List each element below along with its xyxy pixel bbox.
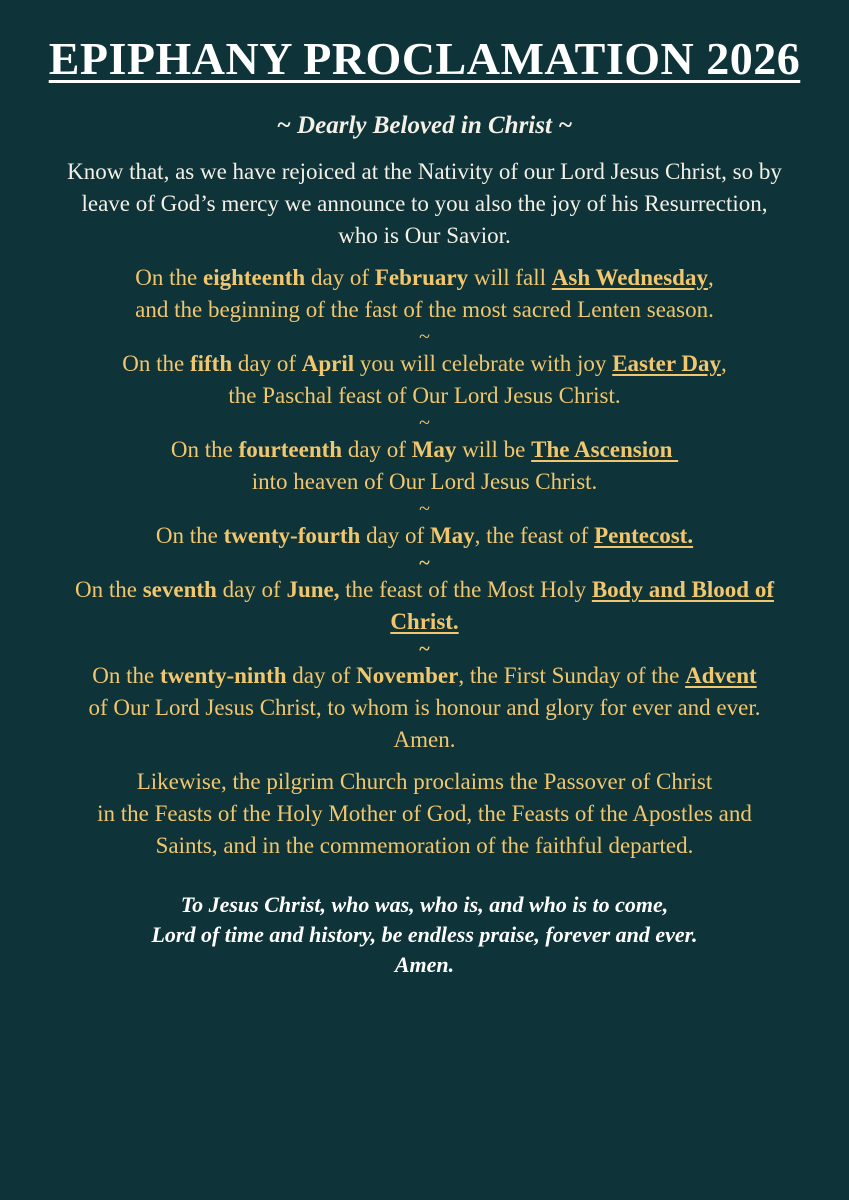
feast-ordinal: fourteenth xyxy=(238,437,343,462)
feast-name: Ash Wednesday xyxy=(551,265,708,290)
feast-line: On the eighteenth day of February will fall Ash Wednesday, xyxy=(135,265,714,290)
feast-ordinal: seventh xyxy=(142,577,217,602)
feast-description: and the beginning of the fast of the most sacred Lenten season. xyxy=(135,297,714,322)
separator: ~ xyxy=(419,552,430,574)
closing-line: Amen. xyxy=(394,952,455,977)
feast-month: April xyxy=(301,351,355,376)
feast-line xyxy=(28,606,821,638)
feast-name: Easter Day xyxy=(612,351,721,376)
feast-line: On the twenty-ninth day of November, the First Sunday of the Advent xyxy=(92,663,757,688)
closing-line: To Jesus Christ, who was, who is, and who is to come, xyxy=(180,892,669,917)
feast-name: Advent xyxy=(685,663,757,688)
feast-line: On the fifth day of April you will celebrate with joy Easter Day, xyxy=(122,351,727,376)
feast-ordinal: twenty-fourth xyxy=(223,523,361,548)
feast-ascension xyxy=(28,434,821,498)
feast-advent xyxy=(28,660,821,756)
likewise-line: Saints, and in the commemoration of the faithful departed. xyxy=(155,833,694,858)
feast-description: the Paschal feast of Our Lord Jesus Christ. xyxy=(228,383,621,408)
intro-line: Know that, as we have rejoiced at the Nativity of our Lord Jesus Christ, so by xyxy=(67,159,782,184)
feast-easter xyxy=(28,348,821,412)
intro-paragraph xyxy=(28,156,821,252)
separator: ~ xyxy=(419,498,430,520)
separator: ~ xyxy=(419,638,430,660)
feast-ordinal: eighteenth xyxy=(203,265,306,290)
feast-name: Body and Blood of xyxy=(591,577,774,602)
feast-ordinal: fifth xyxy=(189,351,233,376)
salutation: ~ Dearly Beloved in Christ ~ xyxy=(276,112,573,139)
feast-name: The Ascension xyxy=(531,437,679,462)
feast-list xyxy=(28,262,821,756)
closing-line: Lord of time and history, be endless praise, forever and ever. xyxy=(151,922,698,947)
feast-ash-wednesday xyxy=(28,262,821,326)
feast-pentecost xyxy=(28,520,821,552)
separator: ~ xyxy=(419,412,430,434)
closing-doxology xyxy=(0,890,849,980)
intro-line: leave of God’s mercy we announce to you also the joy of his Resurrection, xyxy=(81,191,768,216)
feast-month: February xyxy=(374,265,469,290)
feast-description: into heaven of Our Lord Jesus Christ. xyxy=(251,469,598,494)
feast-month: June, xyxy=(286,577,340,602)
likewise-line: in the Feasts of the Holy Mother of God, the Feasts of the Apostles and xyxy=(97,801,752,826)
feast-line: On the fourteenth day of May will be The Ascension xyxy=(170,437,679,462)
likewise-paragraph xyxy=(28,766,821,862)
feast-corpus-christi xyxy=(28,574,821,638)
feast-line: On the seventh day of June, the feast of the Most Holy Body and Blood of xyxy=(75,577,774,602)
feast-ordinal: twenty-ninth xyxy=(160,663,287,688)
feast-line: On the twenty-fourth day of May, the feast of Pentecost. xyxy=(155,523,694,548)
page-title: EPIPHANY PROCLAMATION 2026 xyxy=(48,33,801,84)
feast-amen: Amen. xyxy=(393,727,456,752)
feast-name: Pentecost. xyxy=(594,523,694,548)
feast-name-continued: Christ. xyxy=(390,609,459,634)
feast-month: May xyxy=(429,523,475,548)
intro-line: who is Our Savior. xyxy=(338,223,511,248)
feast-description: of Our Lord Jesus Christ, to whom is honour and glory for ever and ever. xyxy=(88,695,761,720)
likewise-line: Likewise, the pilgrim Church proclaims the Passover of Christ xyxy=(136,769,713,794)
feast-month: May xyxy=(411,437,457,462)
separator: ~ xyxy=(419,326,430,348)
feast-month: November xyxy=(356,663,459,688)
